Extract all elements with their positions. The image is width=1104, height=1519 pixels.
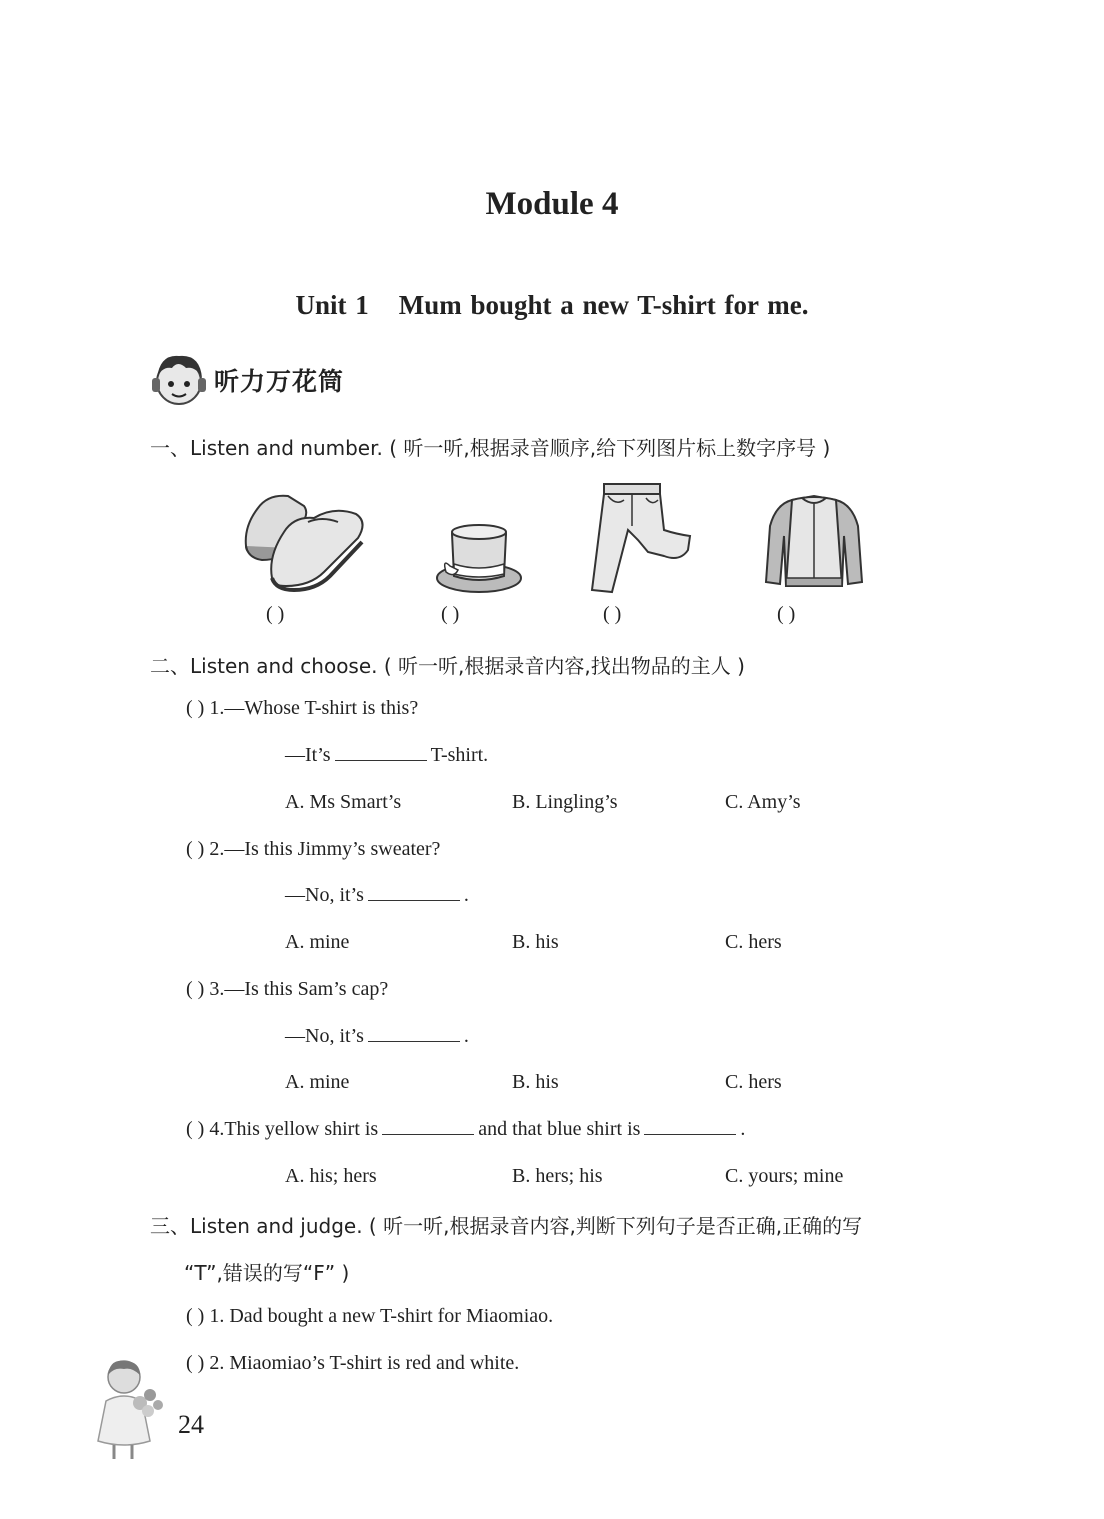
jacket-icon	[762, 490, 866, 594]
question-1-number: 1.	[209, 697, 225, 719]
answer-paren-1[interactable]: ( )	[266, 603, 285, 625]
section1-heading: 一、Listen and number. ( 听一听,根据录音顺序,给下列图片标上数字序号 )	[150, 436, 831, 460]
question-2-text: —Is this Jimmy’s sweater?	[224, 838, 441, 860]
judge-item-1-paren[interactable]: ( )	[186, 1305, 205, 1327]
page-number: 24	[178, 1410, 204, 1439]
question-4-paren[interactable]: ( )	[186, 1118, 205, 1140]
section3-heading-line2: “T”,错误的写“F” )	[184, 1261, 350, 1285]
q4-option-a: A. his; hers	[285, 1165, 377, 1187]
section2-heading: 二、Listen and choose. ( 听一听,根据录音内容,找出物品的主人 )	[150, 654, 745, 678]
question-1-blank[interactable]	[335, 744, 427, 761]
unit-number: Unit 1	[295, 290, 369, 320]
q1-option-a: A. Ms Smart’s	[285, 791, 402, 813]
question-3-answer: —No, it’s .	[285, 1025, 469, 1047]
question-3-text: —Is this Sam’s cap?	[224, 978, 389, 1000]
question-4-blank-1[interactable]	[382, 1118, 474, 1135]
shoes-icon	[238, 486, 370, 594]
q2-option-c: C. hers	[725, 931, 782, 953]
section3-heading-line1: 三、Listen and judge. ( 听一听,根据录音内容,判断下列句子是否正确,正确的写	[150, 1214, 863, 1238]
trousers-icon	[584, 480, 696, 598]
question-2-answer: —No, it’s .	[285, 884, 469, 906]
shoes-picture	[238, 486, 370, 599]
question-4: ( ) 4.This yellow shirt is and that blue shirt is .	[186, 1118, 746, 1140]
boy-headphones-icon	[150, 348, 208, 412]
girl-flowers-picture	[88, 1355, 172, 1468]
judge-item-2-paren[interactable]: ( )	[186, 1352, 205, 1374]
q4-option-c: C. yours; mine	[725, 1165, 844, 1187]
unit-title	[0, 290, 1104, 321]
q3-option-b: B. his	[512, 1071, 559, 1093]
hat-icon	[434, 518, 524, 598]
question-3-paren[interactable]: ( )	[186, 978, 205, 1000]
q2-option-b: B. his	[512, 931, 559, 953]
q1-option-c: C. Amy’s	[725, 791, 801, 813]
jacket-picture	[762, 490, 866, 599]
q4-option-b: B. hers; his	[512, 1165, 603, 1187]
answer-paren-3[interactable]: ( )	[603, 603, 622, 625]
question-1-text: —Whose T-shirt is this?	[224, 697, 419, 719]
hat-picture	[434, 518, 524, 603]
listening-banner	[150, 348, 344, 412]
question-3: ( ) 3.—Is this Sam’s cap?	[186, 978, 389, 1000]
question-2-blank[interactable]	[368, 884, 460, 901]
question-4-blank-2[interactable]	[644, 1118, 736, 1135]
question-2: ( ) 2.—Is this Jimmy’s sweater?	[186, 838, 441, 860]
question-3-blank[interactable]	[368, 1025, 460, 1042]
unit-name: Mum bought a new T-shirt for me.	[398, 290, 809, 320]
banner-title: 听力万花筒	[214, 367, 345, 396]
answer-paren-4[interactable]: ( )	[777, 603, 796, 625]
girl-with-flowers-icon	[88, 1355, 172, 1463]
judge-item-2: ( ) 2. Miaomiao’s T-shirt is red and white.	[186, 1352, 520, 1374]
question-1	[186, 697, 418, 720]
judge-item-1: ( ) 1. Dad bought a new T-shirt for Miaomiao.	[186, 1305, 554, 1327]
question-1-paren[interactable]: ( )	[186, 697, 205, 719]
answer-paren-2[interactable]: ( )	[441, 603, 460, 625]
question-1-answer: —It’s T-shirt.	[285, 744, 489, 766]
trousers-picture	[584, 480, 696, 603]
module-title: Module 4	[485, 186, 619, 222]
q2-option-a: A. mine	[285, 931, 350, 953]
q3-option-c: C. hers	[725, 1071, 782, 1093]
question-2-paren[interactable]: ( )	[186, 838, 205, 860]
q3-option-a: A. mine	[285, 1071, 350, 1093]
q1-option-b: B. Lingling’s	[512, 791, 618, 813]
